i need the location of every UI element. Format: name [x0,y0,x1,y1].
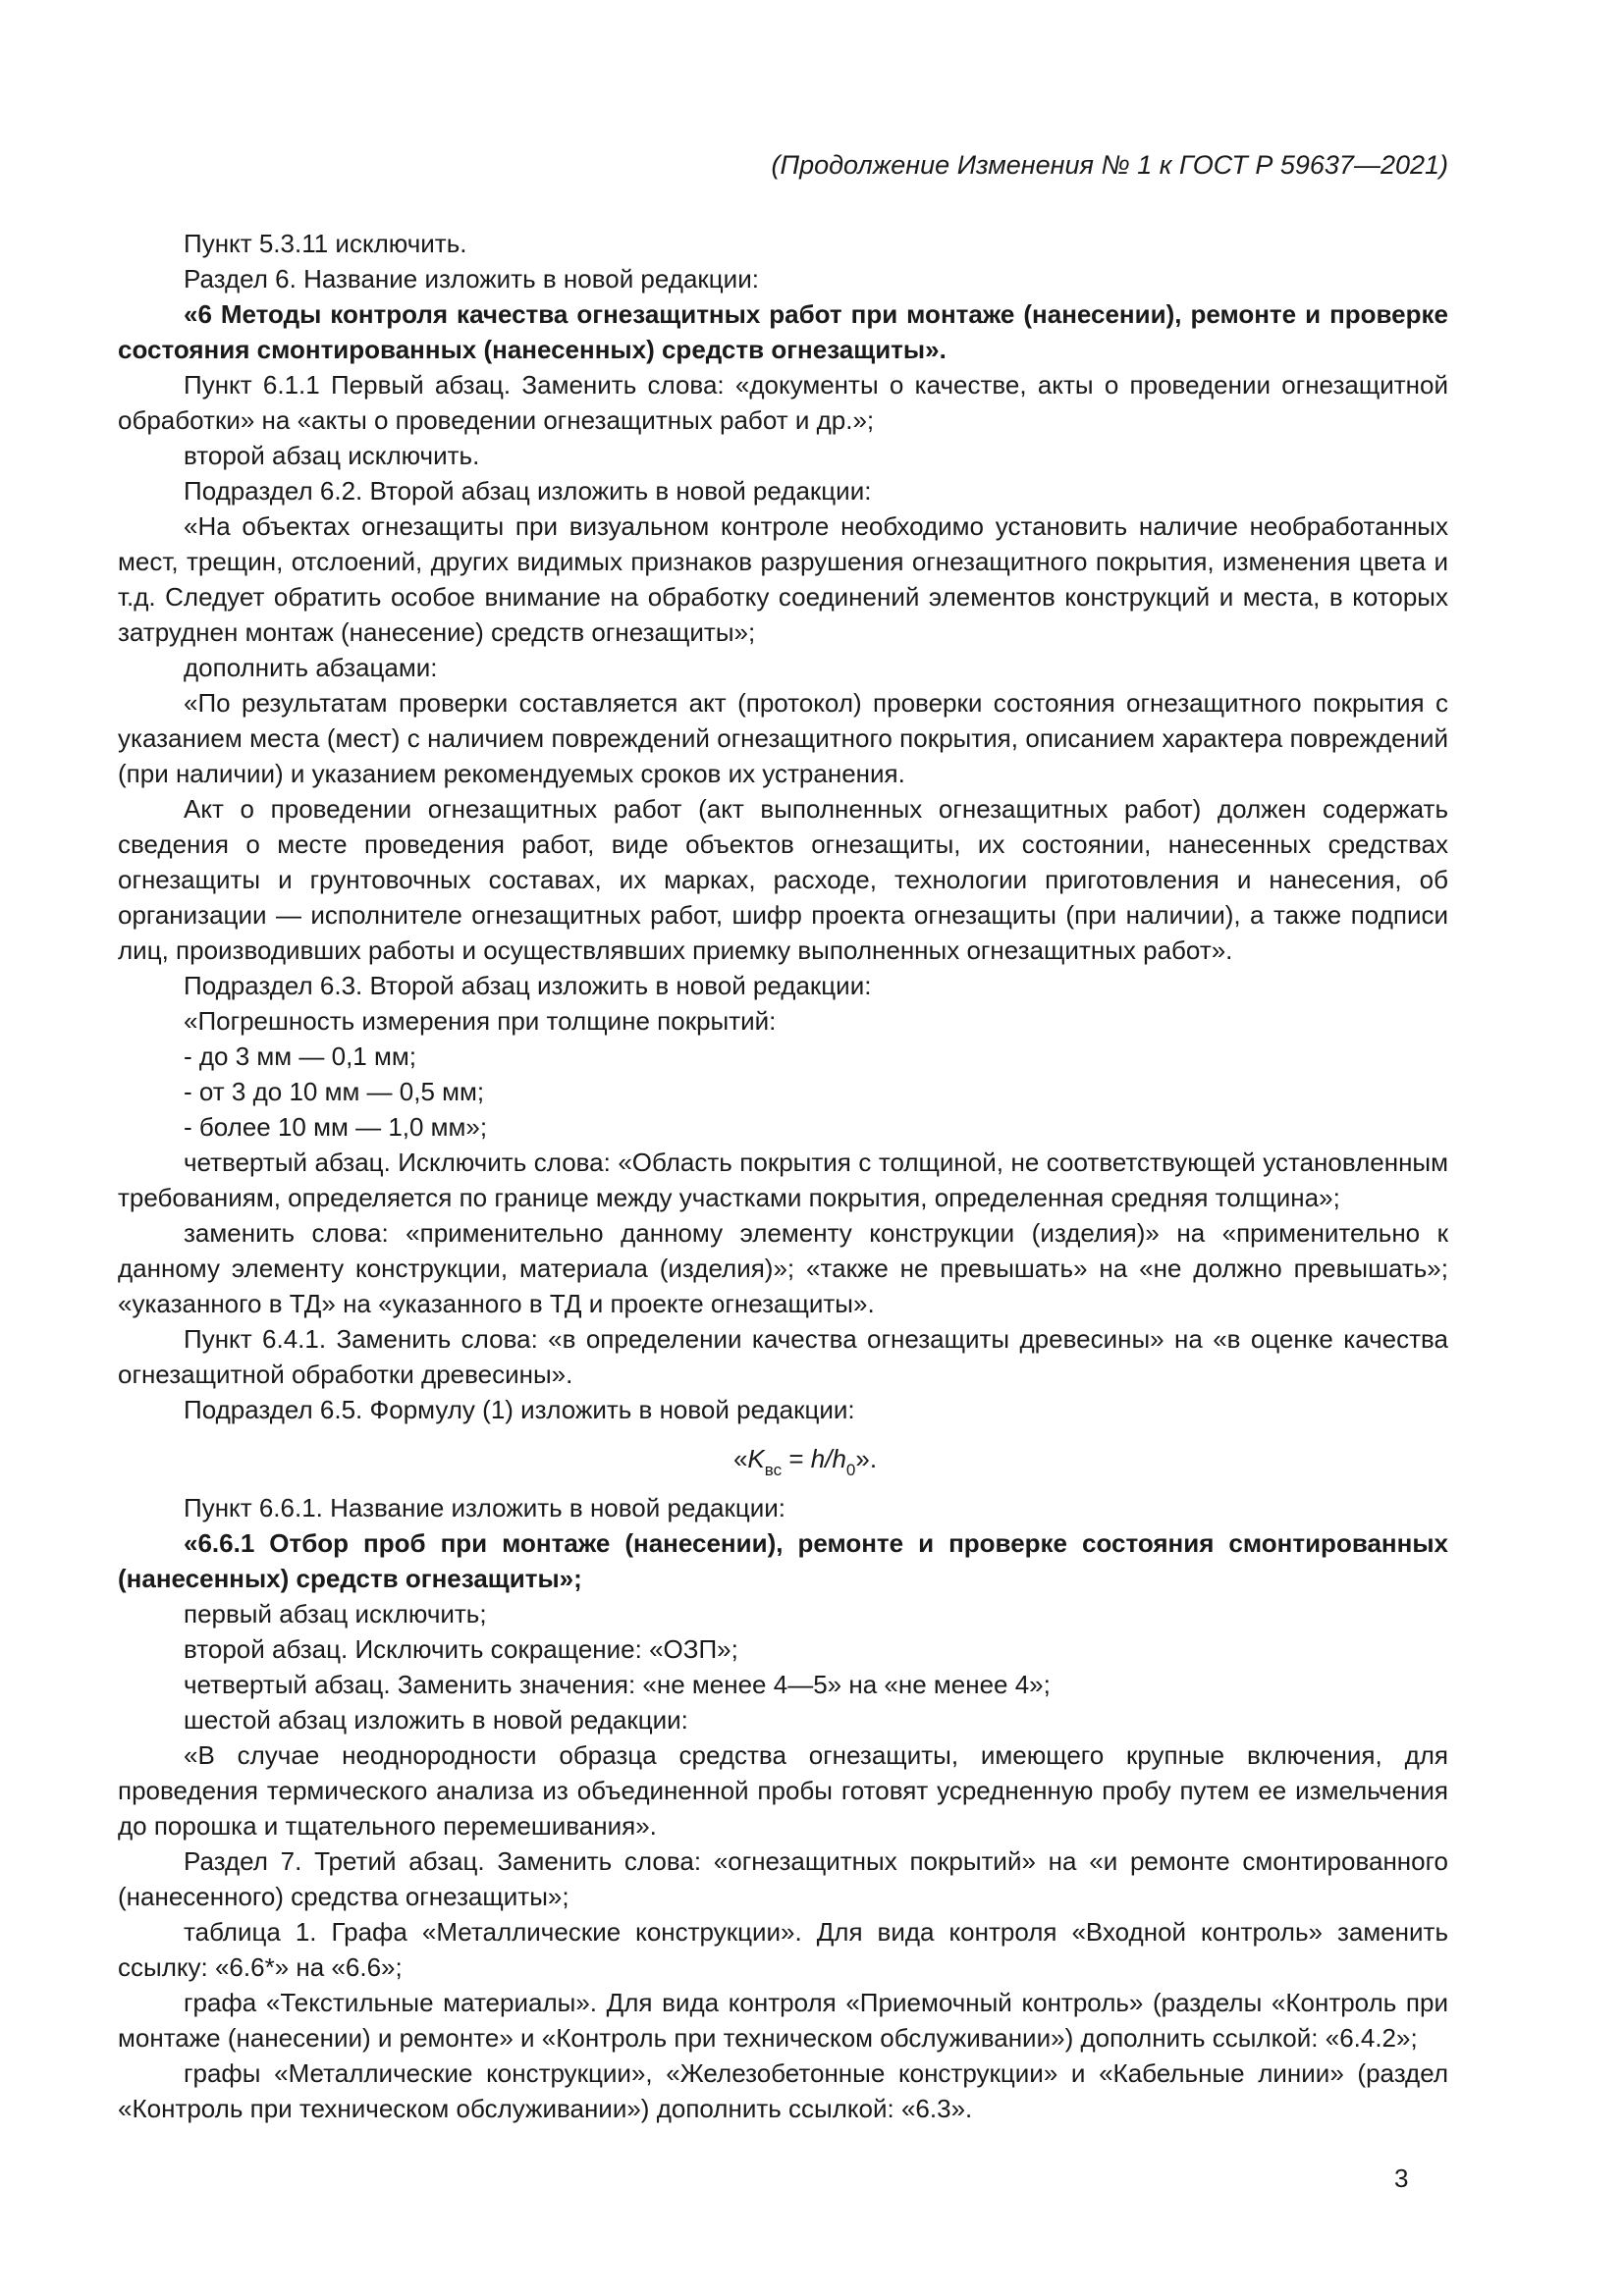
formula-k-sub: вс [764,1461,783,1479]
body-part-2 [118,1490,1448,2126]
paragraph: Подраздел 6.5. Формулу (1) изложить в новой редакции: [184,1395,855,1424]
paragraph: шестой абзац изложить в новой редакции: [184,1705,688,1735]
paragraph: четвертый абзац. Заменить значения: «не менее 4—5» на «не менее 4»; [184,1670,1051,1699]
list-item: - более 10 мм — 1,0 мм»; [184,1112,488,1142]
paragraph: второй абзац исключить. [184,441,480,470]
paragraph: Пункт 6.4.1. Заменить слова: «в определении качества огнезащиты древесины» на «в оценке качества огнезащитной обработки древесины». [118,1324,1448,1389]
paragraph: дополнить абзацами: [184,653,438,682]
list-item: - от 3 до 10 мм — 0,5 мм; [184,1077,485,1106]
formula-open: « [732,1444,748,1473]
paragraph: первый абзац исключить; [184,1599,487,1629]
paragraph: графы «Металлические конструкции», «Железобетонные конструкции» и «Кабельные линии» (раздел «Контроль при техническом обслуживании») дополнить ссылкой: «6.3». [118,2058,1448,2123]
paragraph: «Погрешность измерения при толщине покрытий: [184,1006,777,1036]
section-title-bold: «6.6.1 Отбор проб при монтаже (нанесении), ремонте и проверке состояния смонтированных (нанесенных) средств огнезащиты»; [118,1528,1448,1593]
running-header: (Продолжение Изменения № 1 к ГОСТ Р 59637—2021) [771,150,1448,180]
paragraph: Акт о проведении огнезащитных работ (акт выполненных огнезащитных работ) должен содержать сведения о месте проведения работ, виде объектов огнезащиты, их состоянии, нанесенных средствах огнезащиты и грунтовочных составах, их марках, расходе, технологии приготовления и нанесения, об организации — исполнителе огнезащитных работ, шифр проекта огнезащиты (при наличии), а также подписи лиц, производивших работы и осуществлявших приемку выполненных огнезащитных работ». [118,794,1448,965]
paragraph: Пункт 5.3.11 исключить. [184,229,467,258]
paragraph: заменить слова: «применительно данному элементу конструкции (изделия)» на «применительно к данному элементу конструкции, материала (изделия)»; «также не превышать» на «не должно превышать»; «указанного в ТД» на «указанного в ТД и проекте огнезащиты». [118,1218,1448,1318]
paragraph: «В случае неоднородности образца средства огнезащиты, имеющего крупные включения, для проведения термического анализа из объединенной пробы готовят усредненную пробу путем ее измельчения до порошка и тщательного перемешивания». [118,1740,1448,1841]
paragraph: Раздел 7. Третий абзац. Заменить слова: «огнезащитных покрытий» на «и ремонте смонтированного (нанесенного) средства огнезащиты»; [118,1846,1448,1911]
paragraph: второй абзац. Исключить сокращение: «ОЗП»; [184,1634,738,1664]
formula-close: ». [855,1444,878,1473]
formula [118,1427,1448,1490]
list-item: - до 3 мм — 0,1 мм; [184,1041,416,1071]
section-title-bold: «6 Методы контроля качества огнезащитных работ при монтаже (нанесении), ремонте и проверке состояния смонтированных (нанесенных) средств огнезащиты». [118,299,1448,364]
paragraph: Раздел 6. Название изложить в новой редакции: [184,264,759,294]
paragraph: четвертый абзац. Исключить слова: «Область покрытия с толщиной, не соответствующей установленным требованиям, определяется по границе между участками покрытия, определенная средняя толщина»; [118,1148,1448,1212]
formula-eq: = [782,1444,811,1473]
page-number: 3 [1394,2163,1409,2193]
paragraph: «По результатам проверки составляется акт (протокол) проверки состояния огнезащитного покрытия с указанием места (мест) с наличием повреждений огнезащитного покрытия, описанием характера повреждений (при наличии) и указанием рекомендуемых сроков их устранения. [118,688,1448,788]
paragraph: Подраздел 6.3. Второй абзац изложить в новой редакции: [184,971,872,1000]
paragraph: Подраздел 6.2. Второй абзац изложить в новой редакции: [184,476,872,506]
body-part-1 [118,226,1448,1427]
formula-slash: / [825,1444,833,1473]
paragraph: Пункт 6.6.1. Название изложить в новой редакции: [184,1493,786,1522]
paragraph: графа «Текстильные материалы». Для вида контроля «Приемочный контроль» (разделы «Контроль при монтаже (нанесении) и ремонте» и «Контроль при техническом обслуживании») дополнить ссылкой: «6.4.2»; [118,1988,1448,2053]
document-page [118,147,1448,2126]
paragraph: таблица 1. Графа «Металлические конструкции». Для вида контроля «Входной контроль» заменить ссылку: «6.6*» на «6.6»; [118,1917,1448,1982]
paragraph: Пункт 6.1.1 Первый абзац. Заменить слова: «документы о качестве, акты о проведении огнезащитной обработки» на «акты о проведении огнезащитных работ и др.»; [118,370,1448,435]
formula-k: K [747,1444,765,1473]
formula-h: h [810,1444,826,1473]
formula-h0-sub: 0 [845,1461,856,1479]
paragraph: «На объектах огнезащиты при визуальном контроле необходимо установить наличие необработанных мест, трещин, отслоений, других видимых признаков разрушения огнезащитного покрытия, изменения цвета и т.д. Следует обратить особое внимание на обработку соединений элементов конструкций и места, в которых затруднен монтаж (нанесение) средств огнезащиты»; [118,511,1448,647]
formula-h0: h [832,1444,846,1473]
